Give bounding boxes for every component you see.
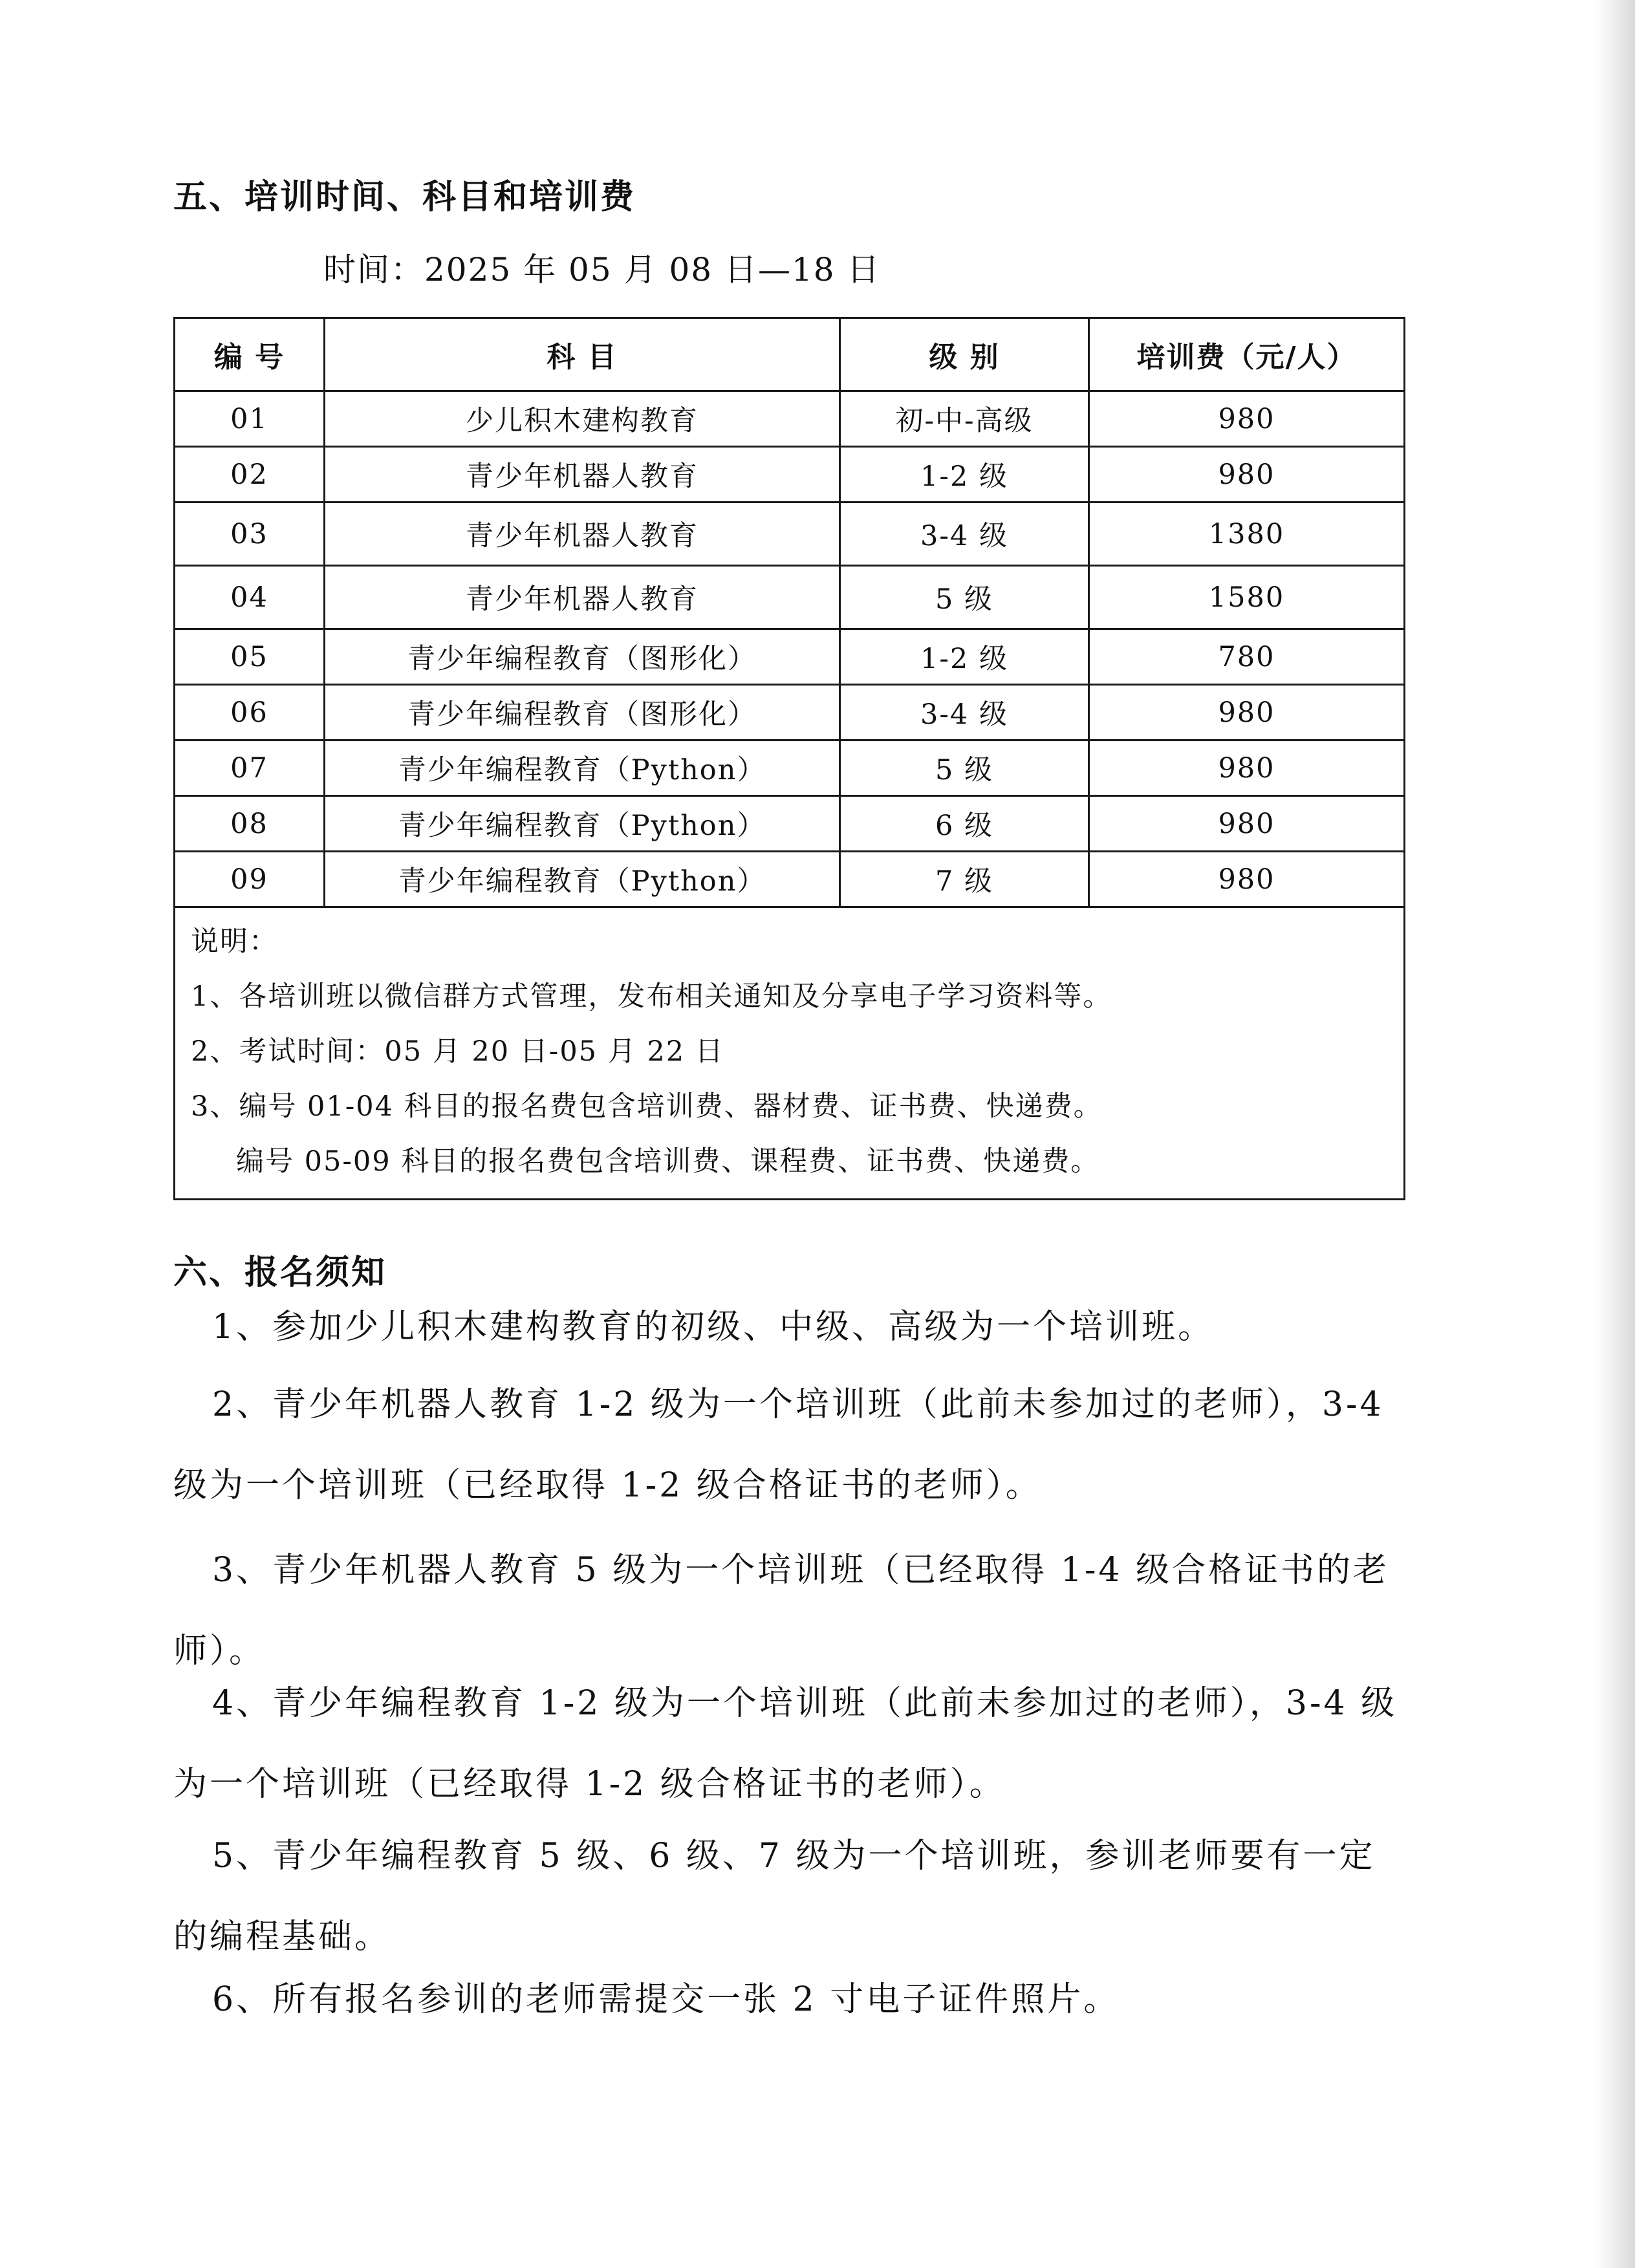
cell-fee: 980: [1089, 852, 1405, 907]
cell-number: 01: [175, 391, 325, 447]
note-item: 2、考试时间：05 月 20 日-05 月 22 日: [191, 1035, 724, 1068]
cell-fee: 980: [1089, 796, 1405, 852]
cell-subject: 青少年编程教育（Python）: [325, 852, 840, 907]
header-subject: 科 目: [325, 318, 840, 391]
table-row: [175, 629, 1405, 685]
scan-edge-shadow: [1595, 0, 1635, 2268]
notice-item: 4、青少年编程教育 1-2 级为一个培训班（此前未参加过的老师），3-4 级为一个培训班（已经取得 1-2 级合格证书的老师）。: [173, 1684, 1398, 1804]
cell-subject: 青少年编程教育（图形化）: [325, 629, 840, 685]
notice-item: 5、青少年编程教育 5 级、6 级、7 级为一个培训班，参训老师要有一定的编程基础。: [173, 1837, 1376, 1956]
training-time: 时间：2025 年 05 月 08 日—18 日: [323, 251, 881, 288]
cell-fee: 780: [1089, 629, 1405, 685]
cell-subject: 青少年编程教育（图形化）: [325, 685, 840, 740]
cell-fee: 1380: [1089, 502, 1405, 566]
table-header-row: [175, 318, 1405, 391]
cell-subject: 青少年编程教育（Python）: [325, 796, 840, 852]
cell-level: 初-中-高级: [840, 391, 1089, 447]
cell-number: 04: [175, 566, 325, 629]
cell-fee: 980: [1089, 740, 1405, 796]
cell-subject: 少儿积木建构教育: [325, 391, 840, 447]
table-row: [175, 502, 1405, 566]
cell-level: 6 级: [840, 796, 1089, 852]
cell-level: 5 级: [840, 740, 1089, 796]
table-row: [175, 740, 1405, 796]
cell-fee: 980: [1089, 447, 1405, 502]
cell-subject: 青少年编程教育（Python）: [325, 740, 840, 796]
table-row: [175, 391, 1405, 447]
notes-heading: 说明：: [191, 925, 278, 958]
table-row: [175, 447, 1405, 502]
cell-number: 06: [175, 685, 325, 740]
section-5-title: 五、培训时间、科目和培训费: [173, 178, 636, 217]
cell-level: 7 级: [840, 852, 1089, 907]
cell-fee: 980: [1089, 685, 1405, 740]
cell-subject: 青少年机器人教育: [325, 566, 840, 629]
notice-item: 6、所有报名参训的老师需提交一张 2 寸电子证件照片。: [212, 1980, 1120, 2019]
cell-fee: 1580: [1089, 566, 1405, 629]
cell-number: 02: [175, 447, 325, 502]
cell-level: 3-4 级: [840, 685, 1089, 740]
fee-table: [173, 317, 1405, 1200]
table-row: [175, 566, 1405, 629]
table-row: [175, 852, 1405, 907]
cell-subject: 青少年机器人教育: [325, 502, 840, 566]
notice-item: 1、参加少儿积木建构教育的初级、中级、高级为一个培训班。: [212, 1308, 1215, 1346]
cell-number: 05: [175, 629, 325, 685]
cell-number: 08: [175, 796, 325, 852]
section-6-title: 六、报名须知: [173, 1253, 387, 1292]
header-number: 编 号: [175, 318, 325, 391]
note-item: 3、编号 01-04 科目的报名费包含培训费、器材费、证书费、快递费。: [191, 1090, 1103, 1123]
cell-number: 09: [175, 852, 325, 907]
cell-level: 5 级: [840, 566, 1089, 629]
cell-subject: 青少年机器人教育: [325, 447, 840, 502]
header-level: 级 别: [840, 318, 1089, 391]
note-item: 编号 05-09 科目的报名费包含培训费、课程费、证书费、快递费。: [236, 1145, 1100, 1178]
header-fee: 培训费（元/人）: [1089, 318, 1405, 391]
table-row: [175, 796, 1405, 852]
note-item: 1、各培训班以微信群方式管理，发布相关通知及分享电子学习资料等。: [191, 980, 1112, 1013]
table-notes: [175, 907, 1405, 1200]
table-notes-row: [175, 907, 1405, 1200]
cell-number: 07: [175, 740, 325, 796]
cell-level: 1-2 级: [840, 447, 1089, 502]
cell-number: 03: [175, 502, 325, 566]
cell-fee: 980: [1089, 391, 1405, 447]
cell-level: 3-4 级: [840, 502, 1089, 566]
cell-level: 1-2 级: [840, 629, 1089, 685]
notice-item: 3、青少年机器人教育 5 级为一个培训班（已经取得 1-4 级合格证书的老师）。: [173, 1551, 1390, 1670]
table-row: [175, 685, 1405, 740]
notice-item: 2、青少年机器人教育 1-2 级为一个培训班（此前未参加过的老师），3-4 级为一个培训班（已经取得 1-2 级合格证书的老师）。: [173, 1385, 1384, 1505]
